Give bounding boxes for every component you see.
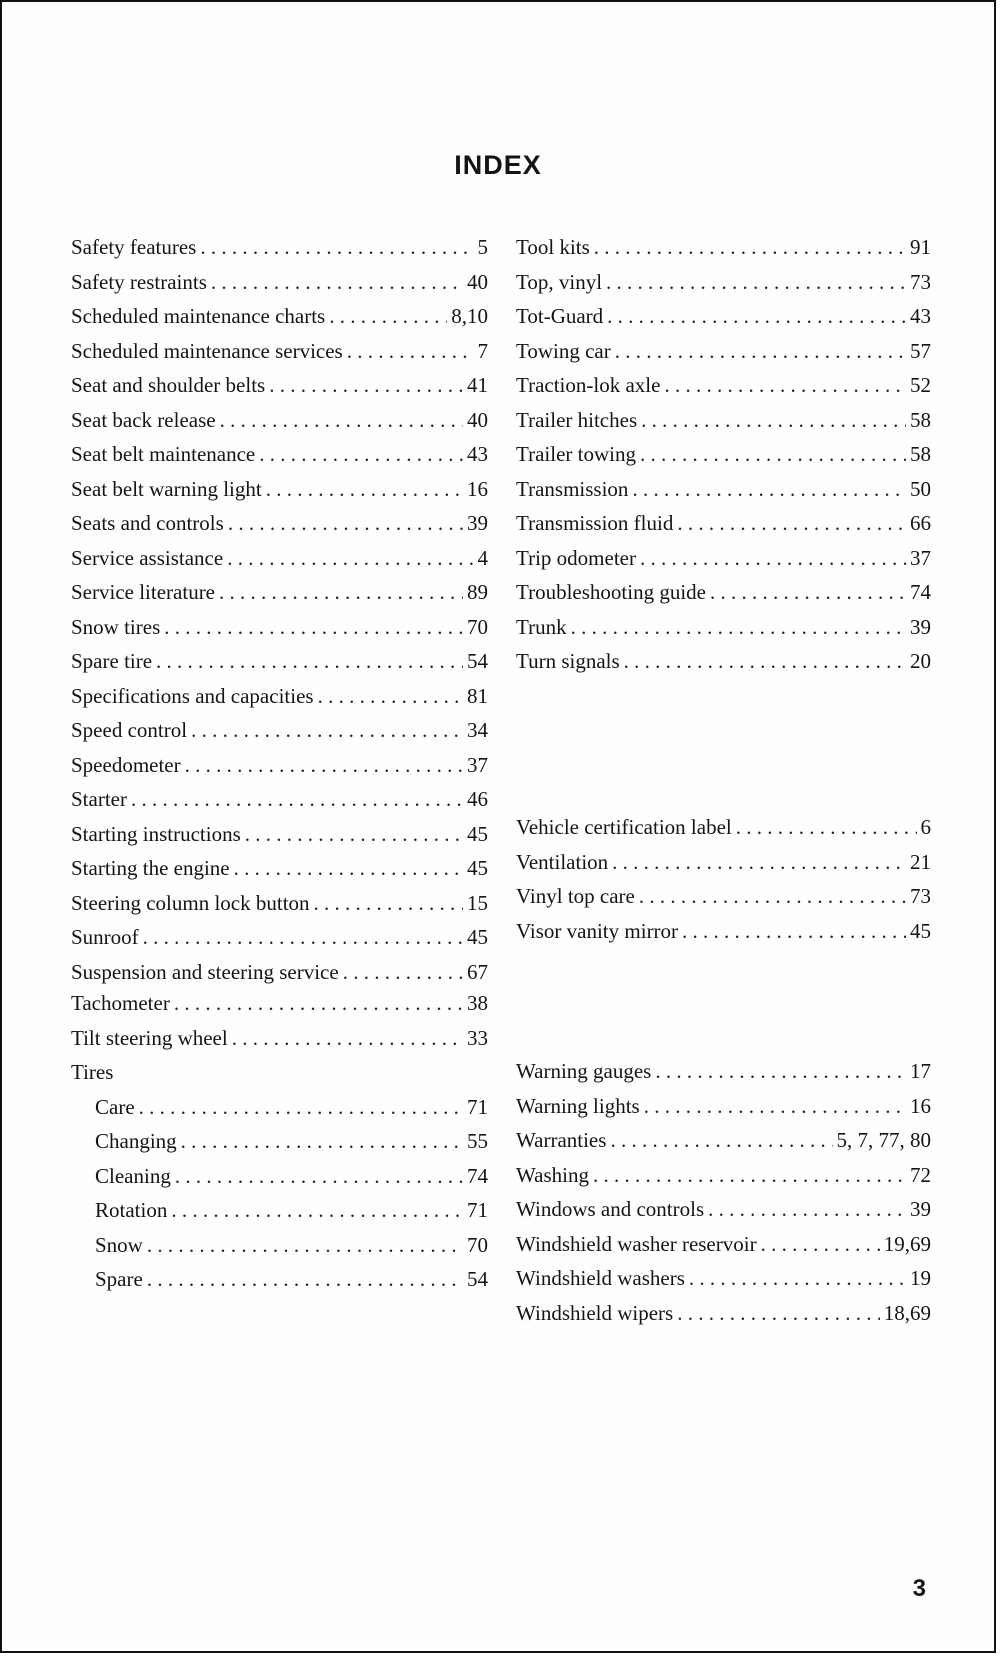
index-entry [516, 403, 931, 438]
dot-leader [147, 1262, 463, 1297]
entry-label: Windshield washer reservoir [516, 1231, 757, 1256]
index-entry [71, 748, 488, 783]
entry-label: Trip odometer [516, 545, 636, 570]
entry-label: Rotation [95, 1198, 168, 1222]
dot-leader [593, 1158, 906, 1193]
right-column-v [516, 810, 931, 948]
entry-page-ref: 58 [910, 442, 931, 466]
entry-page-ref: 39 [910, 1197, 931, 1221]
entry-label: Spare tire [71, 649, 153, 673]
entry-label: Towing car [516, 338, 611, 363]
index-entry [71, 1228, 488, 1263]
entry-page-ref: 50 [910, 476, 931, 501]
index-entry [516, 1227, 931, 1262]
index-entry [516, 810, 931, 845]
index-group-t-right [516, 230, 931, 679]
entry-page-ref: 7 [477, 338, 488, 363]
entry-label: Traction-lok axle [516, 373, 661, 397]
entry-label: Starting the engine [71, 856, 230, 880]
entry-page-ref: 54 [467, 1267, 488, 1291]
entry-label: Warning gauges [516, 1059, 652, 1083]
index-entry [516, 265, 931, 300]
index-entry [71, 541, 488, 576]
entry-page-ref: 33 [467, 1025, 488, 1050]
entry-label: Scheduled maintenance charts [71, 304, 326, 328]
index-entry [71, 1159, 488, 1194]
dot-leader [682, 914, 906, 949]
entry-page-ref: 91 [910, 235, 931, 259]
entry-label: Seat belt warning light [71, 476, 262, 501]
index-entry [516, 1192, 931, 1227]
entry-page-ref: 41 [467, 373, 488, 397]
entry-page-ref: 81 [467, 683, 488, 708]
entry-page-ref: 37 [910, 545, 931, 570]
dot-leader [632, 472, 906, 507]
entry-page-ref: 16 [467, 476, 488, 501]
dot-leader [175, 1159, 463, 1194]
entry-label: Trailer hitches [516, 407, 638, 432]
entry-page-ref: 8,10 [451, 304, 488, 328]
entry-page-ref: 46 [467, 787, 488, 811]
index-entry [71, 1193, 488, 1228]
dot-leader [314, 886, 463, 921]
entry-label: Tot-Guard [516, 304, 604, 328]
index-entry [71, 644, 488, 679]
entry-label: Windows and controls [516, 1197, 705, 1221]
entry-label: Suspension and steering service [71, 959, 339, 984]
entry-page-ref: 71 [467, 1198, 488, 1222]
right-column [516, 230, 931, 679]
entry-label: Service assistance [71, 545, 224, 570]
entry-page-ref: 39 [910, 614, 931, 639]
entry-label: Transmission fluid [516, 511, 674, 535]
dot-leader [232, 1021, 463, 1056]
index-entry [516, 299, 931, 334]
dot-leader [641, 403, 906, 438]
entry-label: Service literature [71, 580, 216, 604]
entry-page-ref: 5 [477, 235, 488, 259]
index-entry [516, 1054, 931, 1089]
entry-page-ref: 20 [910, 649, 931, 673]
entry-label: Changing [95, 1129, 177, 1153]
dot-leader [156, 644, 463, 679]
left-column-t [71, 986, 488, 1297]
index-entry [71, 506, 488, 541]
dot-leader [266, 472, 463, 507]
entry-label: Seat back release [71, 407, 216, 432]
index-entry [71, 886, 488, 921]
dot-leader [228, 506, 463, 541]
entry-page-ref: 40 [467, 269, 488, 294]
entry-label: Trailer towing [516, 442, 636, 466]
entry-label: Safety restraints [71, 269, 207, 294]
entry-page-ref: 54 [467, 649, 488, 673]
index-entry [71, 1124, 488, 1159]
index-entry [516, 334, 931, 369]
index-group-t-left [71, 986, 488, 1297]
dot-leader [234, 851, 463, 886]
dot-leader [571, 610, 906, 645]
index-entry [516, 1158, 931, 1193]
index-entry [516, 368, 931, 403]
index-entry [71, 1021, 488, 1056]
dot-leader [624, 644, 906, 679]
dot-leader [191, 713, 463, 748]
index-entry [71, 817, 488, 852]
index-entry [71, 610, 488, 645]
dot-leader [677, 506, 906, 541]
index-entry [516, 1123, 931, 1158]
dot-leader [269, 368, 463, 403]
dot-leader [139, 1090, 463, 1125]
entry-label: Tool kits [516, 235, 590, 259]
index-entry [71, 986, 488, 1021]
entry-label: Cleaning [95, 1163, 171, 1188]
entry-page-ref: 73 [910, 884, 931, 908]
entry-page-ref: 6 [920, 815, 931, 839]
entry-label: Washing [516, 1162, 589, 1187]
index-entry [71, 230, 488, 265]
dot-leader [644, 1089, 906, 1124]
dot-leader [639, 879, 906, 914]
dot-leader [640, 541, 906, 576]
entry-page-ref: 15 [467, 890, 488, 915]
dot-leader [219, 575, 463, 610]
dot-leader [708, 1192, 906, 1227]
index-entry [516, 879, 931, 914]
entry-label: Snow tires [71, 614, 161, 639]
entry-page-ref: 66 [910, 511, 931, 535]
index-entry [71, 955, 488, 990]
index-entry [71, 437, 488, 472]
index-entry [516, 541, 931, 576]
entry-page-ref: 55 [467, 1129, 488, 1153]
dot-leader [211, 265, 463, 300]
dot-leader [227, 541, 473, 576]
dot-leader [736, 810, 917, 845]
dot-leader [610, 1123, 832, 1158]
dot-leader [607, 299, 906, 334]
dot-leader [594, 230, 906, 265]
dot-leader [710, 575, 906, 610]
entry-label: Top, vinyl [516, 269, 603, 294]
dot-leader [171, 1193, 463, 1228]
entry-label: Snow [95, 1232, 143, 1257]
entry-page-ref: 19,69 [883, 1231, 931, 1256]
index-entry [71, 851, 488, 886]
dot-leader [347, 334, 474, 369]
entry-label: Trunk [516, 614, 567, 639]
entry-page-ref: 74 [467, 1163, 488, 1188]
index-entry [516, 1296, 931, 1331]
entry-label: Tires [71, 1060, 114, 1084]
index-entry [516, 230, 931, 265]
left-column [71, 230, 488, 989]
entry-label: Steering column lock button [71, 890, 310, 915]
entry-page-ref: 45 [910, 918, 931, 943]
right-column-w [516, 1054, 931, 1330]
dot-leader [185, 748, 463, 783]
entry-label: Seat and shoulder belts [71, 373, 266, 397]
index-entry [71, 575, 488, 610]
entry-label: Seat belt maintenance [71, 442, 256, 466]
entry-page-ref: 45 [467, 856, 488, 880]
entry-label: Scheduled maintenance services [71, 338, 343, 363]
entry-label: Windshield wipers [516, 1300, 674, 1325]
entry-label: Starting instructions [71, 821, 241, 846]
dot-leader [677, 1296, 880, 1331]
entry-page-ref: 4 [477, 545, 488, 570]
dot-leader [181, 1124, 463, 1159]
entry-label: Spare [95, 1267, 143, 1291]
index-entry [71, 265, 488, 300]
dot-leader [147, 1228, 463, 1263]
dot-leader [655, 1054, 906, 1089]
entry-page-ref: 34 [467, 718, 488, 742]
entry-label: Starter [71, 787, 127, 811]
entry-page-ref: 52 [910, 373, 931, 397]
dot-leader [689, 1261, 906, 1296]
entry-page-ref: 40 [467, 407, 488, 432]
dot-leader [761, 1227, 880, 1262]
index-group-w [516, 1054, 931, 1330]
dot-leader [131, 782, 463, 817]
index-entry [71, 782, 488, 817]
entry-page-ref: 70 [467, 1232, 488, 1257]
dot-leader [318, 679, 463, 714]
entry-label: Safety features [71, 235, 197, 259]
dot-leader [329, 299, 447, 334]
entry-label: Tachometer [71, 991, 170, 1015]
entry-page-ref: 58 [910, 407, 931, 432]
index-entry [516, 472, 931, 507]
entry-label: Visor vanity mirror [516, 918, 679, 943]
entry-label: Turn signals [516, 649, 620, 673]
dot-leader [174, 986, 463, 1021]
dot-leader [259, 437, 463, 472]
entry-page-ref: 5, 7, 77, 80 [836, 1128, 931, 1152]
entry-page-ref: 37 [467, 752, 488, 777]
entry-page-ref: 45 [467, 925, 488, 949]
index-entry [516, 1089, 931, 1124]
entry-page-ref: 57 [910, 338, 931, 363]
index-entry [516, 644, 931, 679]
index-entry [71, 299, 488, 334]
index-entry [71, 403, 488, 438]
entry-label: Ventilation [516, 849, 609, 874]
index-entry [516, 845, 931, 880]
entry-label: Troubleshooting guide [516, 580, 706, 604]
index-group-v [516, 810, 931, 948]
dot-leader [343, 955, 463, 990]
index-entry [516, 1261, 931, 1296]
entry-label: Sunroof [71, 925, 139, 949]
entry-label: Seats and controls [71, 511, 224, 535]
index-entry [71, 368, 488, 403]
dot-leader [664, 368, 906, 403]
entry-label: Care [95, 1094, 135, 1119]
index-entry [516, 610, 931, 645]
entry-label: Specifications and capacities [71, 683, 314, 708]
index-entry [71, 1055, 488, 1090]
index-entry [71, 1262, 488, 1297]
entry-label: Warranties [516, 1128, 607, 1152]
entry-page-ref: 17 [910, 1059, 931, 1083]
entry-label: Speed control [71, 718, 188, 742]
entry-page-ref: 38 [467, 991, 488, 1015]
entry-page-ref: 43 [910, 304, 931, 328]
page-title: INDEX [454, 150, 542, 180]
entry-page-ref: 74 [910, 580, 931, 604]
index-entry [71, 713, 488, 748]
index-entry [71, 472, 488, 507]
entry-page-ref: 16 [910, 1093, 931, 1118]
index-group-s [71, 230, 488, 989]
dot-leader [615, 334, 906, 369]
entry-label: Windshield washers [516, 1266, 685, 1290]
index-entry [516, 914, 931, 949]
entry-label: Vehicle certification label [516, 815, 732, 839]
entry-page-ref: 18,69 [883, 1300, 931, 1325]
entry-page-ref: 39 [467, 511, 488, 535]
entry-page-ref: 21 [910, 849, 931, 874]
dot-leader [245, 817, 463, 852]
entry-label: Speedometer [71, 752, 181, 777]
dot-leader [200, 230, 473, 265]
entry-page-ref: 43 [467, 442, 488, 466]
index-entry [71, 334, 488, 369]
dot-leader [164, 610, 463, 645]
entry-page-ref: 70 [467, 614, 488, 639]
entry-page-ref: 71 [467, 1094, 488, 1119]
index-entry [71, 920, 488, 955]
entry-page-ref: 19 [910, 1266, 931, 1290]
entry-page-ref: 73 [910, 269, 931, 294]
index-entry [71, 679, 488, 714]
dot-leader [143, 920, 463, 955]
dot-leader [640, 437, 906, 472]
index-entry [516, 506, 931, 541]
index-entry [516, 575, 931, 610]
index-entry [516, 437, 931, 472]
entry-label: Vinyl top care [516, 884, 635, 908]
page-number: 3 [912, 1575, 926, 1602]
entry-page-ref: 72 [910, 1162, 931, 1187]
dot-leader [606, 265, 906, 300]
entry-label: Transmission [516, 476, 629, 501]
dot-leader [220, 403, 463, 438]
dot-leader [612, 845, 906, 880]
index-entry [71, 1090, 488, 1125]
entry-page-ref: 67 [467, 959, 488, 984]
entry-label: Tilt steering wheel [71, 1025, 228, 1050]
entry-page-ref: 89 [467, 580, 488, 604]
entry-page-ref: 45 [467, 821, 488, 846]
entry-label: Warning lights [516, 1093, 640, 1118]
